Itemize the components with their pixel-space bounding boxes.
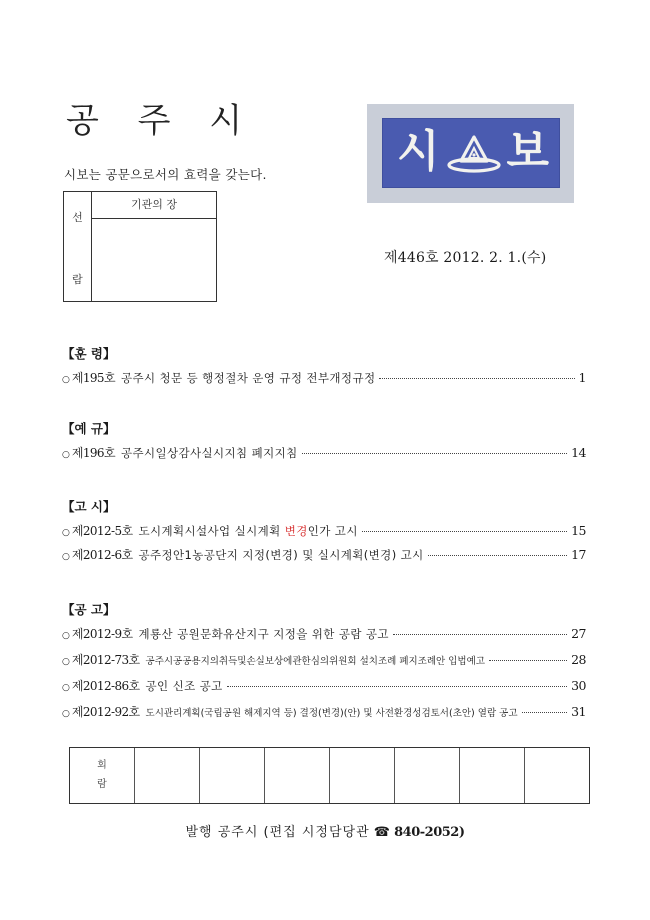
toc-item-title: 공인 신조 공고: [145, 679, 223, 693]
bullet-icon: ○: [62, 709, 70, 719]
city-title: 공 주 시: [66, 101, 257, 141]
dot-leader: [489, 660, 567, 661]
toc-item-page: 30: [571, 678, 586, 693]
toc-item[interactable]: [62, 444, 586, 462]
toc-item-title: 공주시공공용지의취득및손실보상에관한심의위원회 설치조례 폐지조례안 입법예고: [145, 656, 485, 667]
bullet-icon: ○: [62, 375, 70, 385]
toc-item-page: 15: [571, 523, 586, 538]
dot-leader: [522, 712, 568, 713]
toc-item-number: 제195호: [71, 371, 115, 385]
toc-item[interactable]: [62, 522, 586, 540]
review-side-top: 선: [72, 211, 83, 224]
section-heading-notification: 【고 시】: [62, 499, 116, 514]
title-highlight: 변경: [284, 524, 308, 538]
circulation-sign-cell: [525, 748, 589, 803]
dot-leader: [362, 531, 567, 532]
bullet-icon: ○: [62, 657, 70, 667]
toc-item-page: 1: [578, 370, 586, 385]
dot-leader: [428, 555, 567, 556]
toc-item-number: 제2012-9호: [71, 627, 133, 641]
bullet-icon: ○: [62, 552, 70, 562]
toc-item-title: 공주시 청문 등 행정절차 운영 규정 전부개정규정: [120, 371, 376, 385]
review-box-side: [64, 192, 92, 301]
toc-item-page: 17: [571, 547, 586, 562]
circulation-sign-cell: [460, 748, 525, 803]
circulation-label-bottom: 람: [97, 779, 107, 790]
sibo-logo: [367, 104, 574, 203]
toc-item-number: 제2012-6호: [71, 548, 133, 562]
section-heading-directive: 【훈 령】: [62, 346, 116, 361]
toc-item-page: 28: [571, 652, 586, 667]
toc-item[interactable]: [62, 369, 586, 387]
review-box-header: 기관의 장: [92, 192, 216, 219]
issue-number-date: 제446호 2012. 2. 1.(수): [384, 250, 547, 266]
circulation-label: [70, 756, 134, 794]
circulation-sign-cell: [200, 748, 265, 803]
circulation-label-cell: [70, 748, 135, 803]
toc-item-title: [138, 523, 357, 539]
toc-item-title: 공주시일상감사실시지침 폐지지침: [120, 446, 298, 460]
toc-item-number: 제2012-5호: [71, 524, 133, 538]
toc-item-number: 제196호: [71, 446, 115, 460]
toc-item[interactable]: [62, 703, 586, 721]
bullet-icon: ○: [62, 528, 70, 538]
toc-item-title: 계룡산 공원문화유산지구 지정을 위한 공람 공고: [138, 627, 389, 641]
bullet-icon: ○: [62, 631, 70, 641]
title-part: 도시계획시설사업 실시계획: [138, 524, 285, 538]
circulation-sign-cell: [265, 748, 330, 803]
publisher-line: [0, 821, 650, 840]
toc-item-number: 제2012-73호: [71, 653, 140, 667]
toc-item-title: 도시관리계획(국립공원 해제지역 등) 결정(변경)(안) 및 사전환경성검토서(초안) 열람 공고: [145, 708, 518, 719]
review-box: [63, 191, 217, 302]
toc-item-page: 14: [571, 445, 586, 460]
toc-item-number: 제2012-92호: [71, 705, 140, 719]
toc-item[interactable]: [62, 625, 586, 643]
toc-item[interactable]: [62, 677, 586, 695]
circulation-table: [69, 747, 590, 804]
toc-item-title: 공주정안1농공단지 지정(변경) 및 실시계획(변경) 고시: [138, 548, 424, 562]
review-side-bottom: 람: [72, 273, 83, 286]
toc-item[interactable]: [62, 651, 586, 669]
review-box-signature-area: [92, 219, 216, 301]
phone-icon: ☎: [373, 825, 390, 840]
dot-leader: [302, 453, 567, 454]
circulation-sign-cell: [330, 748, 395, 803]
emblem-icon: [447, 133, 501, 175]
toc-item-page: 31: [571, 704, 586, 719]
circulation-label-top: 회: [97, 760, 107, 771]
dot-leader: [227, 686, 567, 687]
effect-note: 시보는 공문으로서의 효력을 갖는다.: [64, 167, 267, 182]
phone-number: 840-2052): [394, 825, 465, 840]
toc-item-number: 제2012-86호: [71, 679, 140, 693]
circulation-sign-cell: [395, 748, 460, 803]
publisher-text: 발행 공주시 (편집 시정담당관: [185, 825, 370, 840]
circulation-sign-cell: [135, 748, 200, 803]
bullet-icon: ○: [62, 683, 70, 693]
logo-right-char: 보: [506, 126, 549, 177]
toc-item-page: 27: [571, 626, 586, 641]
dot-leader: [379, 378, 574, 379]
toc-item[interactable]: [62, 546, 586, 564]
bullet-icon: ○: [62, 450, 70, 460]
section-heading-announcement: 【공 고】: [62, 602, 116, 617]
section-heading-rule: 【예 규】: [62, 421, 116, 436]
dot-leader: [393, 634, 567, 635]
logo-left-char: 시: [397, 126, 440, 177]
title-part: 인가 고시: [307, 524, 358, 538]
logo-field: [382, 118, 560, 188]
